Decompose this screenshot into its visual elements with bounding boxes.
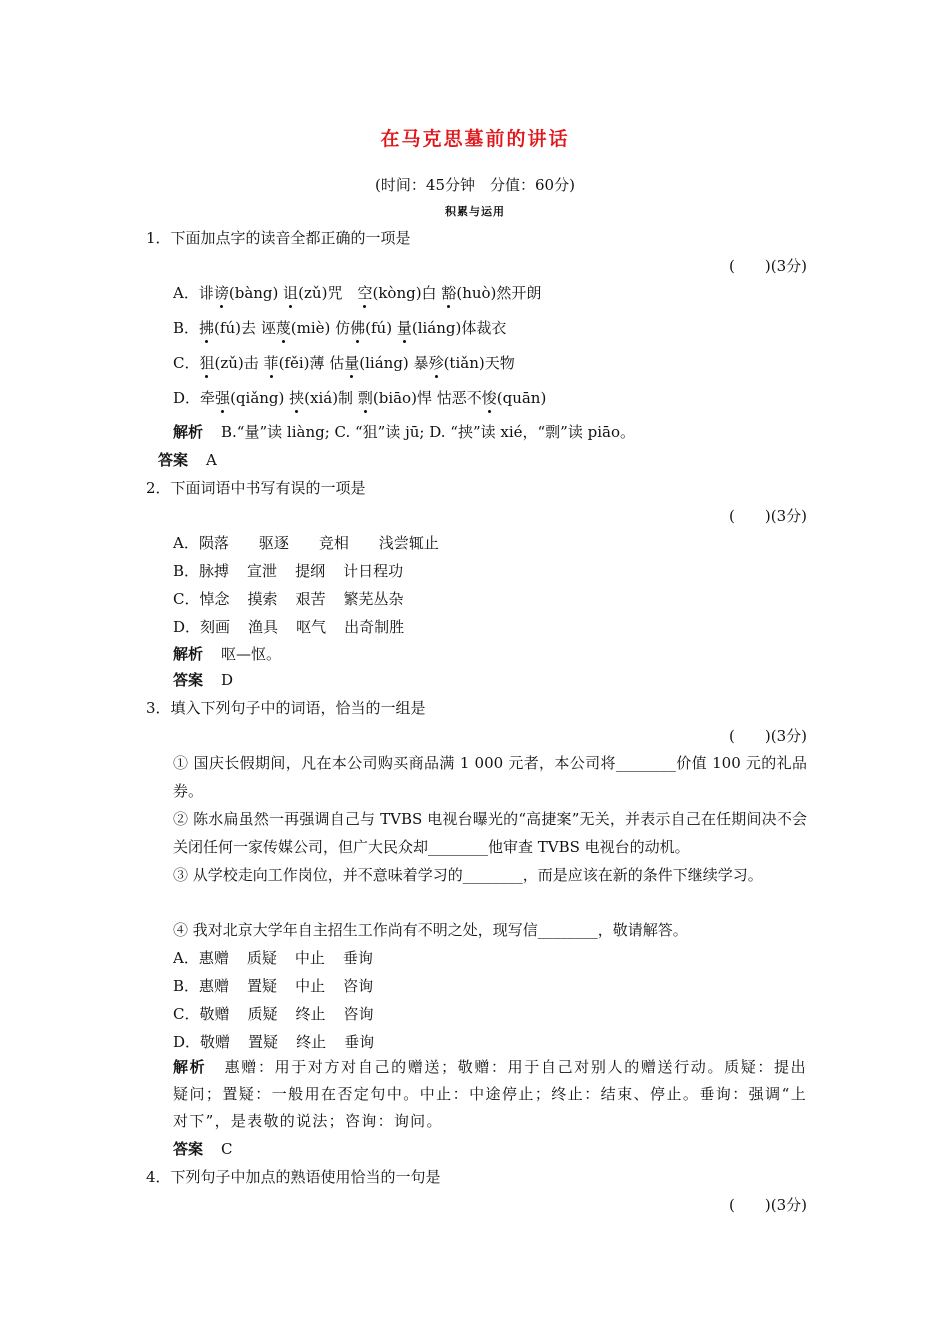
- question-2-score: ( )(3分): [729, 507, 807, 525]
- question-4-score: ( )(3分): [729, 1196, 807, 1214]
- question-1-option-b: B．拂(fú)去 诬蔑(miè) 仿佛(fú) 量(liáng)体裁衣: [173, 319, 507, 337]
- question-4-stem: 4．下列句子中加点的熟语使用恰当的一句是: [146, 1168, 441, 1186]
- question-3-analysis: 解析 惠赠：用于对方对自己的赠送；敬赠：用于自己对别人的赠送行动。质疑：提出疑问；置疑：一般用在否定句中。中止：中途停止；终止：结束、停止。垂询：强调“上对下”，是表敬的说法；咨询：询问。: [173, 1058, 807, 1130]
- question-2-option-d: D．刻画 渔具 呕气 出奇制胜: [173, 618, 405, 636]
- question-3-answer: 答案 C: [173, 1140, 233, 1158]
- question-3-option-d: D．敬赠 置疑 终止 垂询: [173, 1033, 375, 1051]
- question-3-option-c: C．敬赠 质疑 终止 咨询: [173, 1005, 374, 1023]
- question-3-sentence-4: ④ 我对北京大学年自主招生工作尚有不明之处，现写信________，敬请解答。: [173, 921, 688, 939]
- question-2-option-c: C．悼念 摸索 艰苦 繁芜丛杂: [173, 590, 404, 608]
- question-1-option-a: A．诽谤(bàng) 诅(zǔ)咒 空(kòng)白 豁(huò)然开朗: [173, 284, 542, 302]
- question-1-option-d: D．牵强(qiǎng) 挟(xiá)制 剽(biāo)悍 怙恶不悛(quān): [173, 389, 547, 407]
- question-3-sentence-1: ① 国庆长假期间，凡在本公司购买商品满 1 000 元者，本公司将________价值 100 元的礼品券。: [173, 754, 807, 800]
- section-heading: 积累与运用: [445, 205, 505, 218]
- question-3-option-b: B．惠赠 置疑 中止 咨询: [173, 977, 374, 995]
- question-2-analysis: 解析 呕—怄。: [173, 645, 282, 663]
- question-2-option-b: B．脉搏 宣泄 提纲 计日程功: [173, 562, 404, 580]
- question-1-analysis: 解析 B.“量”读 liàng; C. “狙”读 jū; D. “挟”读 xié，“剽”读 piāo。: [173, 423, 635, 441]
- question-3-score: ( )(3分): [729, 727, 807, 745]
- question-2-option-a: A．陨落 驱逐 竞相 浅尝辄止: [173, 534, 439, 552]
- question-3-option-a: A．惠赠 质疑 中止 垂询: [173, 949, 373, 967]
- question-1-option-c: C．狙(zǔ)击 菲(fěi)薄 估量(liáng) 暴殄(tiǎn)天物: [173, 354, 515, 372]
- question-1-score: ( )(3分): [729, 257, 807, 275]
- page-title: 在马克思墓前的讲话: [380, 128, 570, 150]
- question-2-stem: 2．下面词语中书写有误的一项是: [146, 479, 366, 497]
- question-3-sentence-3: ③ 从学校走向工作岗位，并不意味着学习的________，而是应该在新的条件下继续学习。: [173, 866, 763, 884]
- question-1-answer: 答案 A: [158, 451, 217, 469]
- question-1-stem: 1．下面加点字的读音全都正确的一项是: [146, 229, 411, 247]
- exam-meta: (时间：45分钟 分值：60分): [375, 176, 575, 194]
- question-2-answer: 答案 D: [173, 671, 234, 689]
- question-3-stem: 3．填入下列句子中的词语，恰当的一组是: [146, 699, 426, 717]
- question-3-sentence-2: ② 陈水扁虽然一再强调自己与 TVBS 电视台曝光的“高捷案”无关，并表示自己在任期间决不会关闭任何一家传媒公司，但广大民众却________他审查 TVBS 电视台的动机。: [173, 810, 807, 856]
